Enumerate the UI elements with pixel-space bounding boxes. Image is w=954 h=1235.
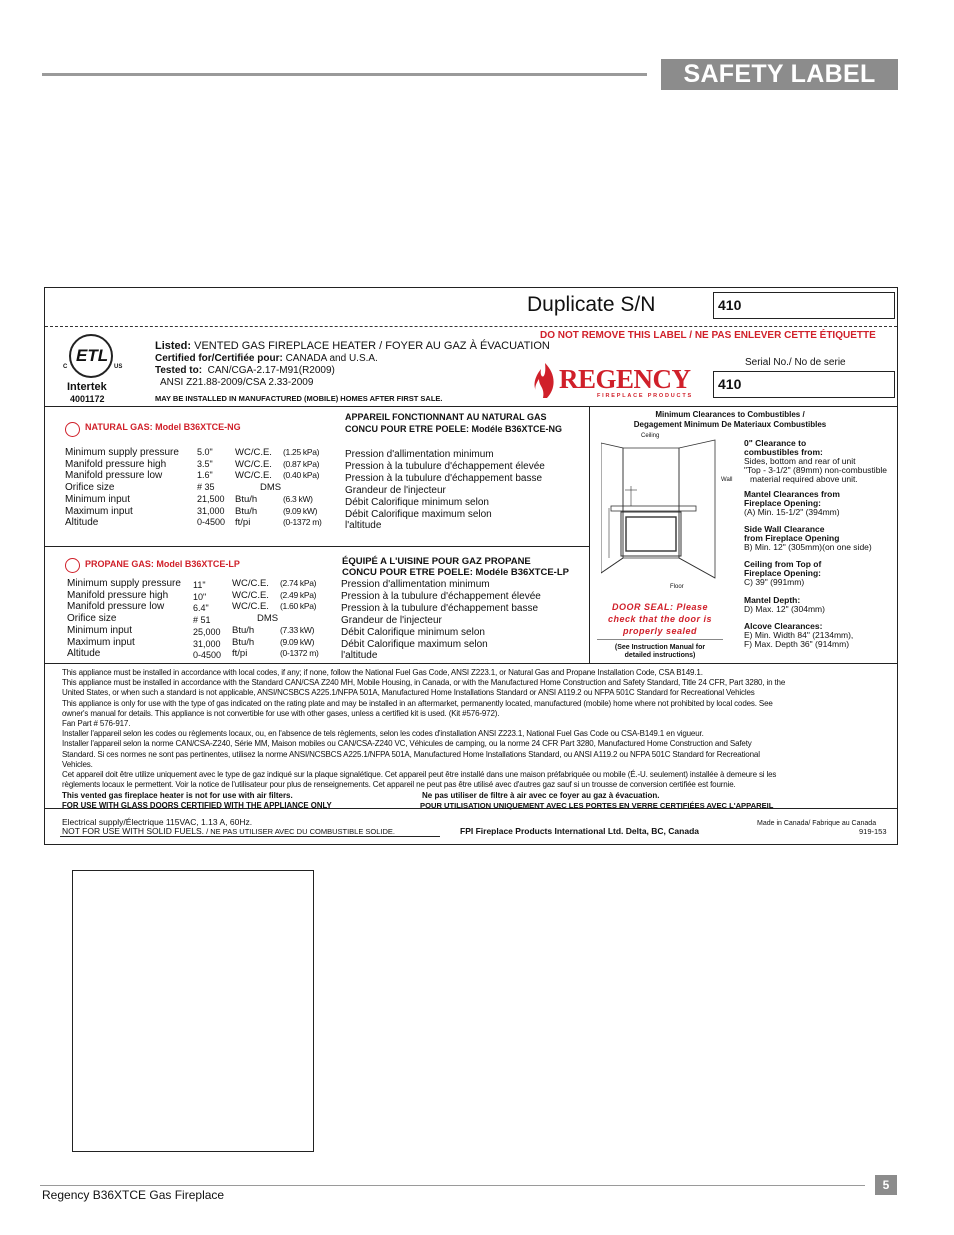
clearance-text: C) 39" (991mm) — [744, 577, 805, 587]
electrical-supply: Electrical supply/Électrique 115VAC, 1.13 A, 60Hz. — [62, 817, 253, 827]
note-line: règlements locaux le permettent. Voir la notice de l'utilisateur pour plus de renseignements. Cet appareil ne peut pas être utilisé avec d'autres gaz sauf si un trousse de conversion certifiée est fournie. — [62, 780, 736, 790]
tested-standard-2: ANSI Z21.88-2009/CSA 2.33-2009 — [160, 377, 314, 388]
ng-title: NATURAL GAS: Model B36XTCE-NG — [85, 422, 241, 432]
clearance-heading: Alcove Clearances: — [744, 621, 823, 631]
lp-spec-label: Altitude — [67, 648, 101, 660]
note-line: This appliance must be installed in accordance with the Standard CAN/CSA Z240 MH, Mobile Housing, in Canada, or with the Manufactured Home Construction and Safety Standard, Title 24 CFR, Part 3280, in the — [62, 678, 786, 688]
door-seal-line-3: properly sealed — [622, 626, 698, 636]
lp-spec-value: 10" — [193, 591, 207, 602]
header-rule — [42, 73, 647, 76]
ceiling-label: Ceiling — [641, 433, 660, 439]
ng-spec-fr: Pression à la tubulure d'échappement basse — [345, 472, 543, 484]
clearance-heading: Mantel Depth: — [744, 595, 801, 605]
lp-spec-fr: Pression à la tubulure d'échappement élevée — [341, 590, 541, 602]
ng-spec-value: 3.5" — [197, 458, 213, 469]
ng-spec-value: 0-4500 — [197, 517, 226, 528]
lp-spec-label: Minimum input — [67, 624, 133, 636]
clearance-heading: Side Wall Clearance — [744, 524, 825, 534]
divider — [45, 406, 897, 407]
ng-spec-label: Minimum supply pressure — [65, 447, 179, 458]
serial-number: 410 — [713, 371, 895, 398]
label-code: 919-153 — [859, 827, 887, 836]
ng-spec-fr: Pression à la tubulure d'échappement élevée — [345, 460, 545, 472]
ng-spec-fr: Grandeur de l'injecteur — [345, 484, 446, 496]
lp-fr-title-2: CONCU POUR ETRE POELE: Modéle B36XTCE-LP — [342, 567, 569, 578]
wall-label: Wall — [721, 477, 733, 483]
floor-label: Floor — [670, 584, 684, 590]
divider — [60, 836, 440, 837]
ng-spec-label: Minimum input — [65, 493, 131, 505]
ng-fr-title-1: APPAREIL FONCTIONNANT AU NATURAL GAS — [345, 412, 547, 422]
lp-spec-fr: Débit Calorifique maximum selon — [341, 638, 488, 650]
ng-fr-title-2: CONCU POUR ETRE POELE: Modéle B36XTCE-NG — [345, 424, 563, 434]
note-line: Standard. Si ces normes ne sont pas pertinentes, utilisez la norme ANSI/NCSBCS A225.1/NFPA 501A, Manufactured Home Installations Standard, ou ANSI A119.2 ou NFPA 501C Standard for Recreational — [62, 749, 760, 759]
note-line: Installer l'appareil selon les codes ou règlements locaux, ou, en l'absence de tels règlements, selon les codes d'installation ANSI Z223.1, National Fuel Gas Code ou CSA-B149.1 en vigueur. — [62, 729, 704, 739]
lp-spec-unit: Btu/h — [232, 636, 255, 648]
lp-spec-fr: l'altitude — [341, 650, 378, 662]
ng-spec-unit: ft/pi — [235, 517, 251, 529]
listed-label: Listed: — [155, 340, 192, 352]
lp-spec-fr: Pression d'allimentation minimum — [341, 579, 490, 590]
solid-fuel-en: NOT FOR USE WITH SOLID FUELS. — [62, 826, 204, 836]
lp-spec-unit: WC/C.E. — [232, 578, 269, 589]
lp-spec-fr: Grandeur de l'injecteur — [341, 614, 442, 626]
clearance-text: (A) Min. 15-1/2" (394mm) — [744, 507, 840, 517]
cut-line — [45, 326, 897, 327]
lp-spec-value: 0-4500 — [193, 650, 222, 661]
divider — [45, 663, 897, 664]
lp-spec-value: 11" — [193, 580, 206, 590]
listed-text: VENTED GAS FIREPLACE HEATER / FOYER AU GAZ À ÉVACUATION — [194, 340, 550, 352]
intertek-label: Intertek — [67, 381, 107, 393]
ng-spec-unit: WC/C.E. — [235, 470, 272, 482]
note-line: owner's manual for details. This appliance is not convertible for use with other gases, unless a certified kit is used. (Kit #576-972). — [62, 708, 500, 718]
lp-spec-unit: WC/C.E. — [232, 589, 269, 601]
ng-spec-fr: Pression d'allimentation minimum — [345, 449, 494, 460]
ng-spec-value: 5.0" — [197, 447, 213, 457]
ng-spec-label: Manifold pressure low — [65, 470, 163, 482]
lp-spec-unit: ft/pi — [232, 648, 248, 660]
lp-spec-label: Manifold pressure low — [67, 601, 165, 613]
lp-spec-value: 31,000 — [193, 638, 221, 649]
clearance-text: "Top - 3-1/2" (89mm) non-combustible — [744, 465, 888, 475]
company-name: FPI Fireplace Products International Ltd. Delta, BC, Canada — [460, 826, 699, 836]
regency-subtitle: FIREPLACE PRODUCTS — [597, 393, 693, 399]
lp-spec-label: Manifold pressure high — [67, 589, 169, 601]
see-manual-2: detailed instructions) — [624, 652, 696, 659]
clearance-text: D) Max. 12" (304mm) — [744, 604, 825, 614]
regency-logo: REGENCY — [559, 364, 691, 394]
note-line: Vehicles. — [62, 759, 93, 769]
ng-spec-metric: (0.87 kPa) — [283, 458, 320, 469]
lp-checkbox — [65, 558, 80, 573]
clearance-heading: Ceiling from Top of — [744, 559, 822, 569]
ng-spec-unit: WC/C.E. — [235, 458, 272, 470]
lp-spec-fr: Débit Calorifique minimum selon — [341, 626, 485, 638]
clearance-text: B) Min. 12" (305mm)(on one side) — [744, 542, 872, 552]
see-manual-1: (See Instruction Manual for — [614, 644, 706, 651]
ng-spec-fr: Débit Calorifique maximum selon — [345, 508, 492, 520]
footer-text: Regency B36XTCE Gas Fireplace — [42, 1188, 225, 1202]
tested-text: CAN/CGA-2.17-M91(R2009) — [207, 365, 335, 376]
ng-spec-value: 1.6" — [197, 470, 213, 481]
lp-spec-label: Minimum supply pressure — [67, 578, 181, 589]
ng-spec-unit: WC/C.E. — [235, 447, 272, 458]
ng-spec-metric: (0-1372 m) — [283, 517, 322, 528]
ng-spec-label: Orifice size — [65, 482, 115, 494]
lp-spec-metric: (1.60 kPa) — [280, 601, 317, 612]
clearance-heading: Mantel Clearances from — [744, 489, 840, 499]
flame-icon — [529, 361, 559, 399]
lp-spec-unit: DMS — [257, 613, 279, 625]
door-seal-line-1: DOOR SEAL: Please — [611, 602, 709, 612]
ng-spec-unit: Btu/h — [235, 493, 258, 505]
tested-line — [155, 365, 335, 377]
lp-spec-metric: (7.33 kW) — [280, 624, 315, 635]
ng-spec-label: Altitude — [65, 517, 99, 529]
clearance-heading: Fireplace Opening: — [744, 568, 821, 578]
clearance-heading: 0" Clearance to — [744, 438, 807, 448]
ng-spec-metric: (9.09 kW) — [283, 505, 318, 516]
lp-spec-label: Maximum input — [67, 636, 135, 648]
note-line: This appliance is only for use with the type of gas indicated on the rating plate and may be installed in an aftermarket, permanently located, manufactured (mobile) home where not prohibited by local codes. See — [62, 698, 773, 708]
note-line: Cet appareil doit être utilize uniquement avec le type de gaz indiqué sur la plaque signalétique. Cet appareil peut être installé dans une maison préfabriquée ou mobile (É.-U. seulement) installée à demeure si les — [62, 770, 777, 779]
air-filter-note-fr: Ne pas utiliser de filtre à air avec ce foyer au gaz à évacuation. — [422, 791, 660, 800]
door-seal-line-2: check that the door is — [607, 614, 713, 624]
lp-spec-unit: Btu/h — [232, 624, 255, 636]
clearance-title-1: Minimum Clearances to Combustibles / — [655, 410, 805, 419]
ng-spec-metric: (0.40 kPa) — [283, 470, 320, 481]
clearance-heading: Fireplace Opening: — [744, 498, 821, 508]
etl-us-mark: US — [114, 364, 123, 370]
etl-c-mark: C — [63, 364, 68, 370]
clearance-diagram — [601, 438, 719, 580]
clearance-heading: combustibles from: — [744, 447, 823, 457]
lp-spec-metric: (2.49 kPa) — [280, 589, 317, 600]
glass-door-note: FOR USE WITH GLASS DOORS CERTIFIED WITH THE APPLIANCE ONLY — [62, 801, 332, 810]
made-in-canada: Made in Canada/ Fabrique au Canada — [757, 820, 877, 827]
section-title: SAFETY LABEL — [661, 59, 898, 90]
lp-title: PROPANE GAS: Model B36XTCE-LP — [85, 559, 240, 569]
divider — [45, 546, 589, 547]
duplicate-serial: 410 — [713, 292, 895, 319]
serial-label: Serial No./ No de serie — [745, 357, 846, 368]
ng-spec-label: Maximum input — [65, 505, 133, 517]
ng-spec-value: # 35 — [197, 482, 215, 493]
lp-spec-fr: Pression à la tubulure d'échappement basse — [341, 602, 539, 614]
clearance-text: E) Min. Width 84" (2134mm), — [744, 630, 854, 640]
air-filter-note: This vented gas fireplace heater is not for use with air filters. — [62, 791, 293, 800]
note-line: United States, or when such a standard is not applicable, ANSI/NCSBCS A225.1/NFPA 501A, Manufactured Home Installations Standard or ANSI A119.2 ou NFPA 501C Standard for Recreational Vehicles — [62, 688, 755, 698]
lp-fr-title-1: ÉQUIPÉ A L'UISINE POUR GAZ PROPANE — [342, 556, 531, 567]
clearance-text: Sides, bottom and rear of unit — [744, 456, 856, 466]
clearance-text: material required above unit. — [750, 474, 858, 484]
clearance-title-2: Degagement Minimum De Materiaux Combustibles — [633, 420, 827, 429]
ng-spec-value: 21,500 — [197, 493, 225, 504]
safety-label — [44, 287, 898, 845]
note-line: Installer l'appareil selon la norme CAN/CSA-Z240, Série MM, Maison mobiles ou CAN/CSA-Z240 VC, Véhicules de camping, ou la norme 24 CFR Part 3280, Manufactured Home Construction and Safety — [62, 739, 752, 749]
glass-door-note-fr: POUR UTILISATION UNIQUEMENT AVEC LES PORTES EN VERRE CERTIFIÉES AVEC L'APPAREIL — [420, 801, 774, 810]
lp-spec-metric: (2.74 kPa) — [280, 578, 317, 588]
mobile-home-note: MAY BE INSTALLED IN MANUFACTURED (MOBILE) HOMES AFTER FIRST SALE. — [155, 394, 443, 403]
door-seal-notice — [597, 601, 723, 641]
intertek-number: 4001172 — [70, 394, 105, 404]
ng-spec-metric: (1.25 kPa) — [283, 447, 320, 457]
lp-spec-metric: (0-1372 m) — [280, 648, 319, 659]
lp-spec-metric: (9.09 kW) — [280, 636, 315, 647]
ng-spec-unit: DMS — [260, 482, 282, 494]
divider — [589, 406, 590, 663]
tested-label: Tested to: — [155, 365, 203, 376]
certified-label: Certified for/Certifiée pour: — [155, 353, 283, 364]
ng-spec-label: Manifold pressure high — [65, 458, 167, 470]
ng-spec-fr: Débit Calorifique minimum selon — [345, 496, 489, 508]
do-not-remove-warning: DO NOT REMOVE THIS LABEL / NE PAS ENLEVER CETTE ÉTIQUETTE — [540, 330, 876, 341]
solid-fuel-fr: / NE PAS UTILISER AVEC DU COMBUSTIBLE SOLIDE. — [204, 827, 396, 836]
clearance-heading: from Fireplace Opening — [744, 533, 840, 543]
lp-spec-unit: WC/C.E. — [232, 601, 269, 613]
ng-checkbox — [65, 422, 80, 437]
ng-spec-unit: Btu/h — [235, 505, 258, 517]
certified-line — [155, 353, 378, 365]
note-line: This appliance must be installed in accordance with local codes, if any; if none, follow the National Fuel Gas Code, ANSI Z223.1, or Natural Gas and Propane Installation Code, CSA B149.1. — [62, 668, 703, 677]
duplicate-label: Duplicate S/N — [527, 293, 656, 316]
etl-text: ETL — [76, 346, 109, 365]
divider — [597, 639, 723, 640]
clearance-text: F) Max. Depth 36" (914mm) — [744, 639, 850, 649]
ng-spec-value: 31,000 — [197, 505, 225, 516]
certified-text: CANADA and U.S.A. — [285, 353, 378, 364]
etl-logo — [69, 334, 113, 378]
blank-placeholder-box — [72, 870, 314, 1152]
listed-line — [155, 341, 550, 353]
page-number: 5 — [875, 1175, 897, 1195]
lp-spec-value: 25,000 — [193, 626, 221, 637]
lp-spec-value: # 51 — [193, 615, 211, 626]
ng-spec-fr: l'altitude — [345, 520, 382, 532]
note-line: Fan Part # 576-917. — [62, 719, 131, 728]
ng-spec-metric: (6.3 kW) — [283, 493, 313, 504]
footer-rule — [40, 1185, 865, 1186]
lp-spec-label: Orifice size — [67, 613, 117, 625]
lp-spec-value: 6.4" — [193, 603, 209, 614]
